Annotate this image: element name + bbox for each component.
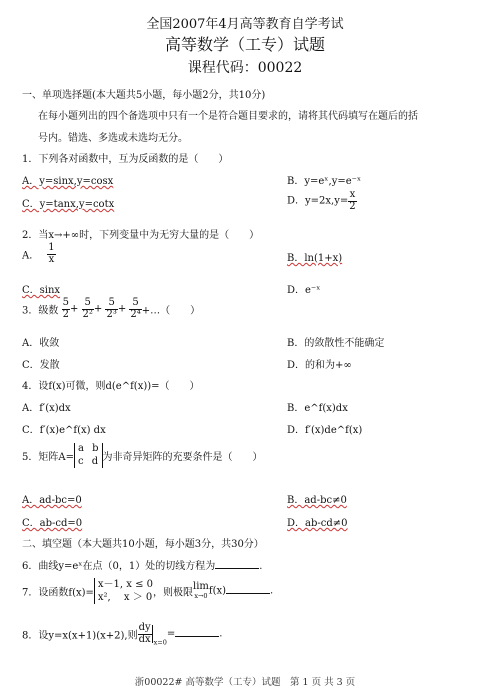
section2-title: 二、填空题（本大题共10小题，每小题3分，共30分）	[22, 539, 264, 550]
q1-option-c: C．y=tanx,y=cotx	[22, 199, 115, 210]
q5-option-d: D．ab-cd≠0	[287, 518, 348, 529]
q3-option-b: B．的敛散性不能确定	[287, 338, 385, 349]
q4-option-c: C．f′(x)e^f(x) dx	[22, 425, 106, 436]
exam-title: 全国2007年4月高等教育自学考试	[146, 17, 344, 32]
q5-stem: 5．矩阵A= a b c d 为非奇异矩阵的充要条件是（ ）	[22, 443, 263, 467]
q5-option-a: A．ad-bc=0	[22, 495, 82, 506]
section1-title: 一、单项选择题(本大题共5小题，每小题2分，共10分)	[22, 90, 266, 101]
q6-stem: 6．曲线y=eˣ在点（0，1）处的切线方程为 .	[22, 561, 263, 572]
q3-stem: 3．级数 $\frac{5}{2}$ + $\frac{5}{\text{2²}}$ + $\frac{5}{\text{2³}}$ + $\frac{5}{\text{2⁴}}$ +…（ ）	[22, 297, 201, 320]
piecewise-brace: x－1, x ≤ 0 x², x ＞ 0	[94, 578, 153, 604]
q2-option-d: D．e⁻ˣ	[287, 285, 321, 296]
q4-option-d: D．f′(x)de^f(x)	[287, 425, 363, 436]
q1-option-a: A．y=sinx,y=cosx	[22, 176, 114, 187]
matrix-a: a b c d	[74, 443, 103, 468]
page-footer: 浙00022# 高等数学（工专）试题 第 1 页 共 3 页	[134, 677, 356, 688]
q5-option-c: C．ab-cd=0	[22, 518, 83, 529]
q3-option-c: C．发散	[22, 360, 60, 371]
section1-instructions-2: 号内。错选、多选或未选均无分。	[38, 133, 188, 144]
q1-option-b: B．y=eˣ,y=e⁻ˣ	[287, 176, 362, 187]
course-code: 课程代码：00022	[187, 60, 303, 76]
answer-blank	[215, 559, 259, 569]
q2-stem: 2．当x→+∞时，下列变量中为无穷大量的是（ ）	[22, 230, 260, 241]
q7-stem: 7．设函数f(x)= x－1, x ≤ 0 x², x ＞ 0 ，则极限 lim x→0 f(x) .	[22, 579, 274, 603]
q2-option-b: B．ln(1+x)	[287, 253, 343, 264]
q4-option-a: A．f′(x)dx	[22, 403, 71, 414]
q8-stem: 8．设y=x(x+1)(x+2),则 $\frac{dy}{dx}$ $_{x=0}$= .	[22, 622, 223, 647]
q4-option-b: B．e^f(x)dx	[287, 403, 348, 414]
q1-stem: 1．下列各对函数中，互为反函数的是（ ）	[22, 154, 229, 165]
q1-option-d: D．y=2x,y= $\frac{x}{2}$	[287, 189, 356, 212]
q4-stem: 4．设f(x)可微，则d(e^f(x))=（ ）	[22, 381, 200, 392]
q5-option-b: B．ad-bc≠0	[287, 495, 347, 506]
section1-instructions-1: 在每小题列出的四个备选项中只有一个是符合题目要求的，请将其代码填写在题后的括	[38, 111, 418, 122]
answer-blank	[175, 627, 219, 637]
answer-blank	[226, 584, 270, 594]
q3-option-d: D．的和为+∞	[287, 360, 352, 371]
q2-option-c: C．sinx	[22, 285, 61, 296]
q3-option-a: A．收敛	[22, 338, 60, 349]
q2-option-a: A． $\frac{1}{x}$	[22, 242, 55, 265]
exam-subject: 高等数学（工专）试题	[164, 35, 325, 54]
